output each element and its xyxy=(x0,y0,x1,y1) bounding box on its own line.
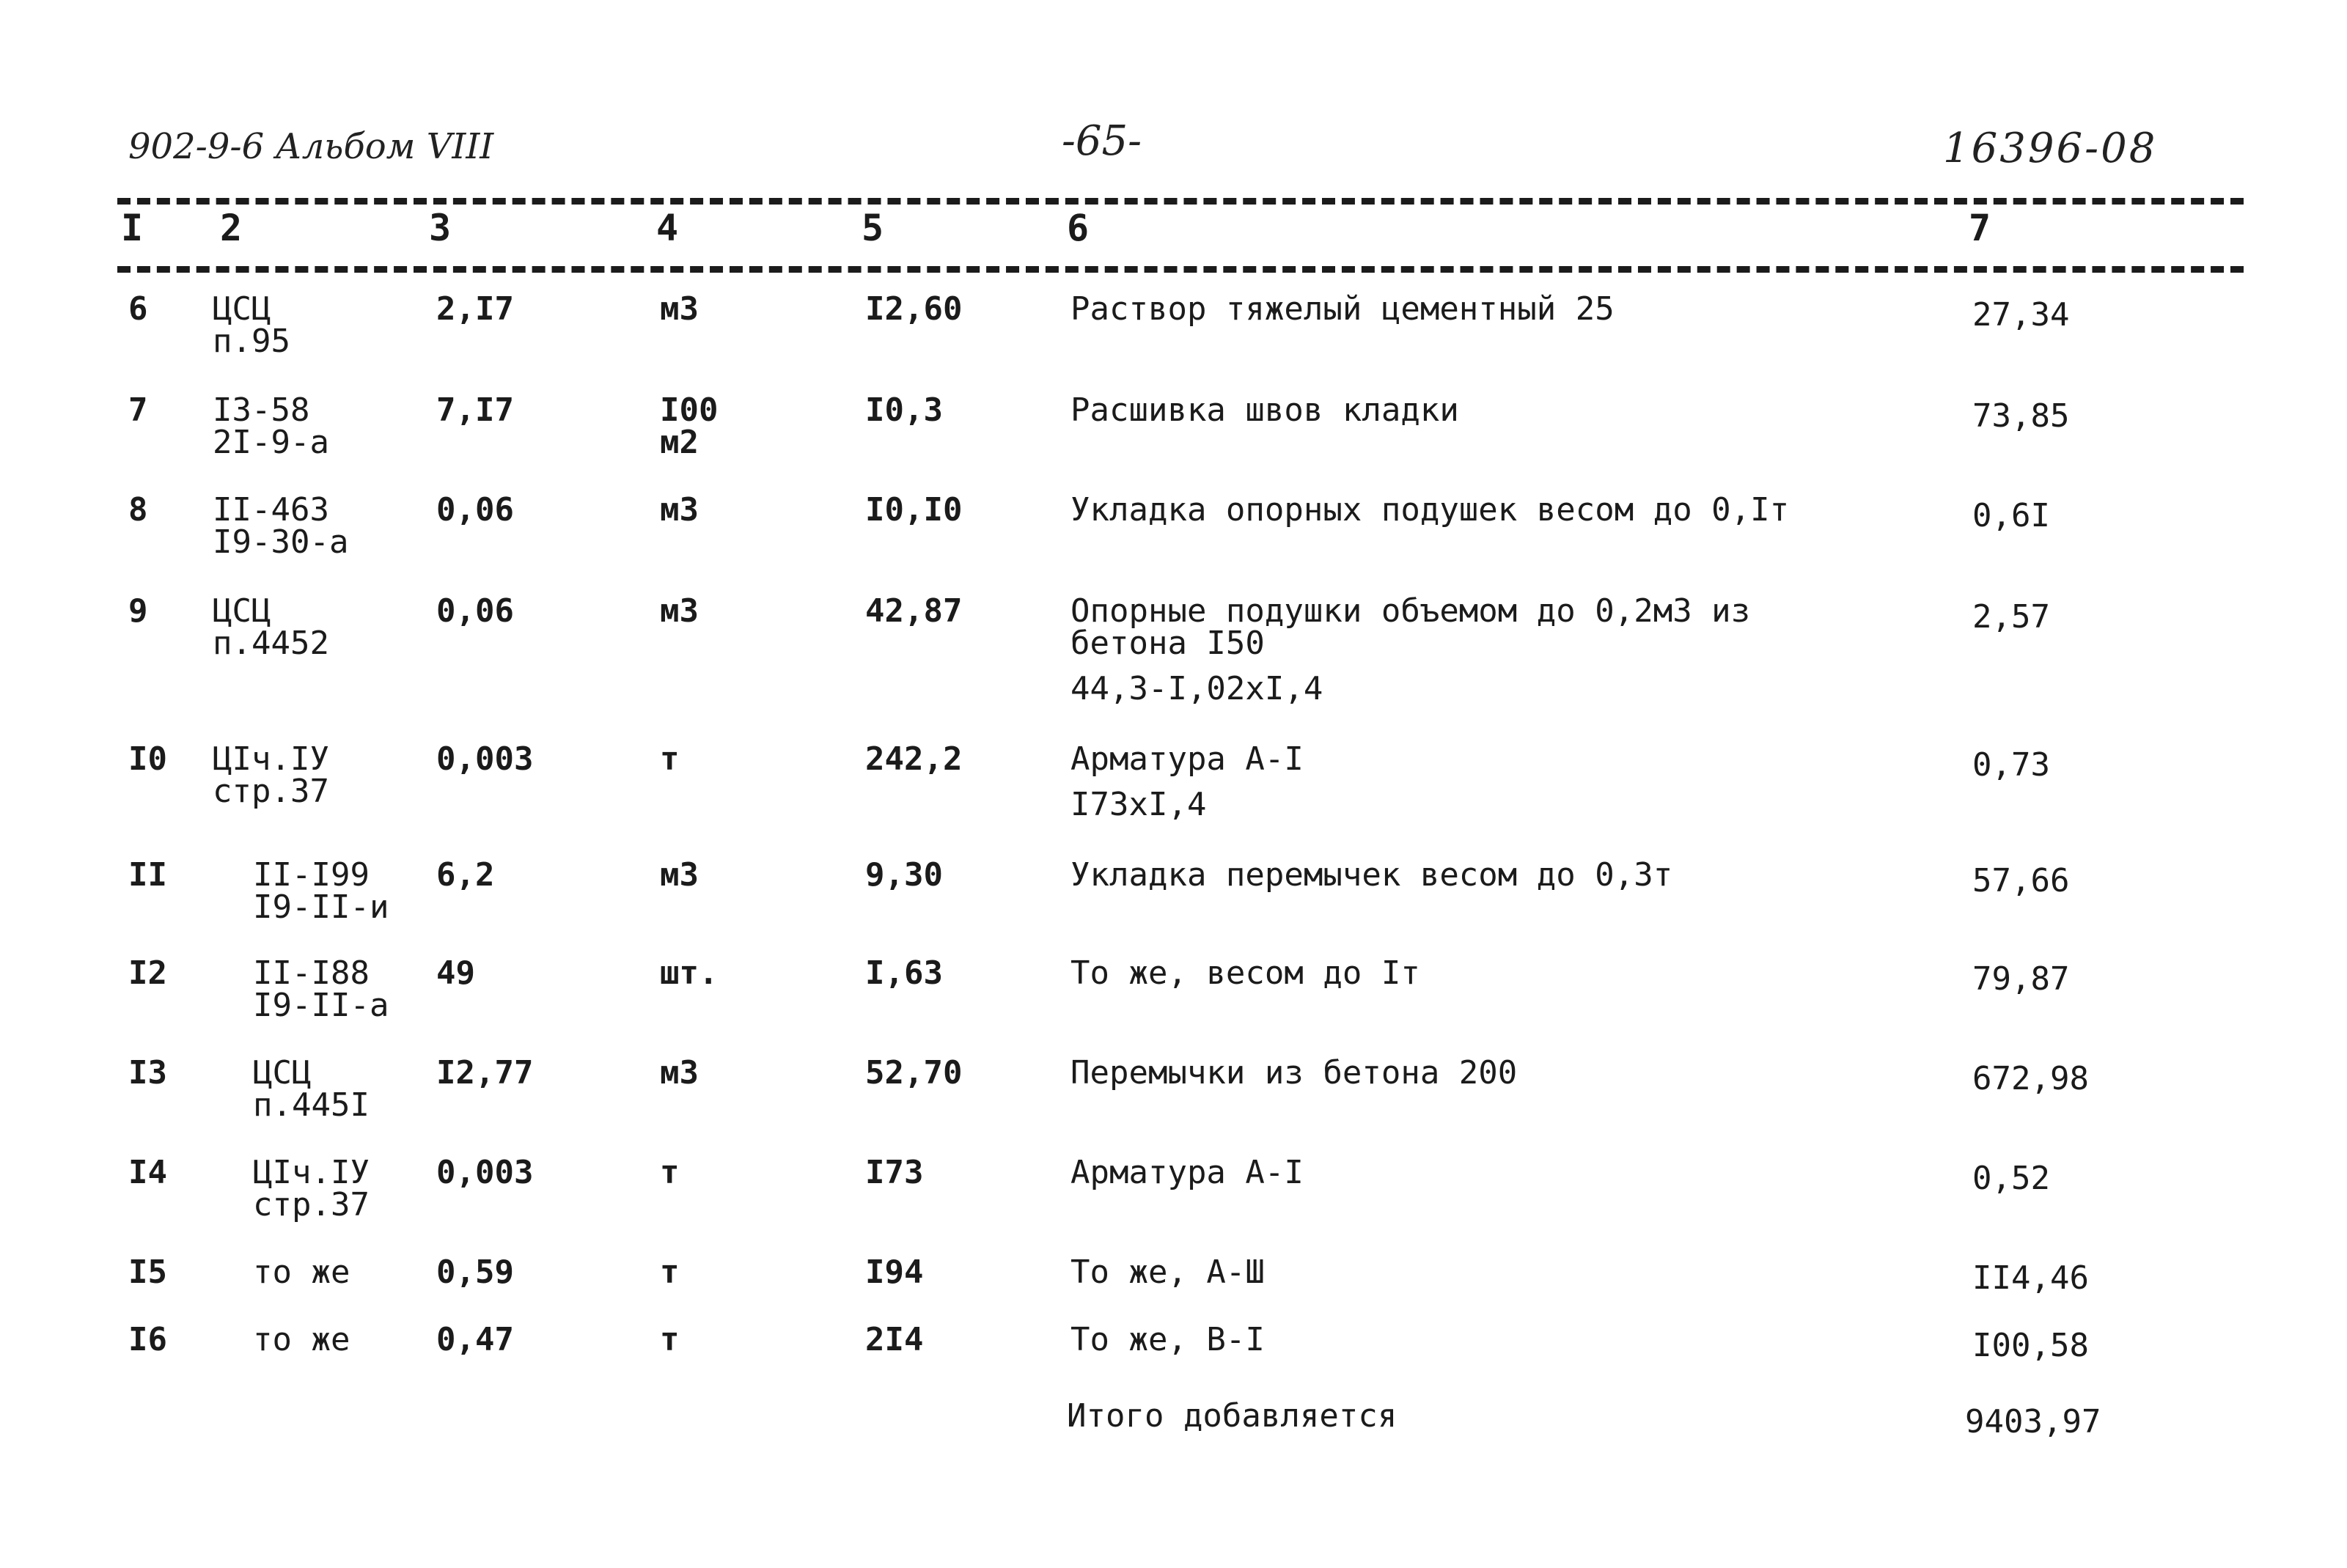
total-cost: 79,87 xyxy=(1972,960,2070,998)
quantity: 0,003 xyxy=(436,740,534,778)
column-header-5: 5 xyxy=(862,207,884,249)
unit: м3 xyxy=(660,856,699,894)
work-description: Укладка перемычек весом до 0,3т xyxy=(1070,856,1673,894)
column-header-6: 6 xyxy=(1067,207,1090,249)
unit: I00 м2 xyxy=(660,391,719,461)
total-cost: 2,57 xyxy=(1972,598,2050,636)
work-description: Расшивка швов кладки xyxy=(1070,391,1459,429)
row-number: I0 xyxy=(128,740,167,778)
row-number: I4 xyxy=(128,1154,167,1191)
rate-code: ЦСЦ п.95 xyxy=(213,290,290,360)
unit: т xyxy=(660,1321,680,1358)
work-description: Укладка опорных подушек весом до 0,Iт xyxy=(1070,491,1790,529)
row-number: 6 xyxy=(128,290,148,328)
total-cost: 73,85 xyxy=(1972,397,2070,435)
rate-code: II-463 I9-30-а xyxy=(213,491,349,561)
unit: шт. xyxy=(660,954,719,992)
work-description: Раствор тяжелый цементный 25 xyxy=(1070,290,1615,328)
rate-code: ЦIч.IУ стр.37 xyxy=(213,740,329,810)
row-number: 7 xyxy=(128,391,148,429)
column-header-1: I xyxy=(121,207,144,249)
rate-code: ЦIч.IУ стр.37 xyxy=(253,1154,370,1223)
column-header-4: 4 xyxy=(656,207,679,249)
total-cost: 0,73 xyxy=(1972,746,2050,784)
quantity: 6,2 xyxy=(436,856,495,894)
document-number: 16396-08 xyxy=(1943,125,2158,172)
row-number: II xyxy=(128,856,167,894)
unit-price: 52,70 xyxy=(865,1054,963,1092)
unit-price: I94 xyxy=(865,1254,924,1291)
unit-price: 242,2 xyxy=(865,740,963,778)
work-description: Арматура А-I xyxy=(1070,1154,1304,1191)
unit-price: I0,3 xyxy=(865,391,943,429)
quantity: 0,06 xyxy=(436,491,514,529)
page-number: -65- xyxy=(1062,117,1142,165)
work-description: То же, А-Ш xyxy=(1070,1254,1265,1291)
rate-code: II-I99 I9-II-и xyxy=(253,856,389,926)
rate-code: II-I88 I9-II-а xyxy=(253,954,389,1024)
rate-code: ЦСЦ п.4452 xyxy=(213,592,329,662)
column-header-2: 2 xyxy=(220,207,243,249)
unit: т xyxy=(660,740,680,778)
total-cost: 57,66 xyxy=(1972,862,2070,899)
work-description: То же, В-I xyxy=(1070,1321,1265,1358)
unit-price: I2,60 xyxy=(865,290,963,328)
row-number: I2 xyxy=(128,954,167,992)
unit: м3 xyxy=(660,1054,699,1092)
header-top-rule xyxy=(117,198,2244,205)
quantity: 7,I7 xyxy=(436,391,514,429)
unit-price: I,63 xyxy=(865,954,943,992)
unit: м3 xyxy=(660,290,699,328)
header-bottom-rule xyxy=(117,266,2244,273)
rate-code: то же xyxy=(253,1254,350,1291)
rate-code: то же xyxy=(253,1321,350,1358)
unit-price: I73 xyxy=(865,1154,924,1191)
quantity: 0,06 xyxy=(436,592,514,630)
summary-total: 9403,97 xyxy=(1965,1403,2101,1440)
total-cost: 672,98 xyxy=(1972,1060,2089,1097)
quantity: 0,003 xyxy=(436,1154,534,1191)
rate-code: I3-58 2I-9-а xyxy=(213,391,329,461)
unit-price: I0,I0 xyxy=(865,491,963,529)
quantity: 49 xyxy=(436,954,475,992)
quantity: 0,59 xyxy=(436,1254,514,1291)
row-number: I5 xyxy=(128,1254,167,1291)
total-cost: II4,46 xyxy=(1972,1259,2089,1297)
row-number: 8 xyxy=(128,491,148,529)
row-number: I3 xyxy=(128,1054,167,1092)
column-header-7: 7 xyxy=(1969,207,1991,249)
work-description: Перемычки из бетона 200 xyxy=(1070,1054,1518,1092)
work-description: То же, весом до Iт xyxy=(1070,954,1420,992)
total-cost: 27,34 xyxy=(1972,296,2070,334)
total-cost: 0,6I xyxy=(1972,497,2050,534)
quantity: 0,47 xyxy=(436,1321,514,1358)
total-cost: I00,58 xyxy=(1972,1327,2089,1364)
rate-code: ЦСЦ п.445I xyxy=(253,1054,370,1124)
unit-price: 2I4 xyxy=(865,1321,924,1358)
quantity: I2,77 xyxy=(436,1054,534,1092)
quantity: 2,I7 xyxy=(436,290,514,328)
row-number: I6 xyxy=(128,1321,167,1358)
row-number: 9 xyxy=(128,592,148,630)
album-reference: 902-9-6 Альбом VIII xyxy=(128,126,494,167)
summary-label: Итого добавляется xyxy=(1067,1397,1397,1435)
unit: т xyxy=(660,1254,680,1291)
work-description: Опорные подушки объемом до 0,2м3 из бетона I50 44,3-I,02xI,4 xyxy=(1070,592,1751,707)
unit-price: 9,30 xyxy=(865,856,943,894)
unit: м3 xyxy=(660,491,699,529)
unit-price: 42,87 xyxy=(865,592,963,630)
total-cost: 0,52 xyxy=(1972,1160,2050,1197)
unit: т xyxy=(660,1154,680,1191)
work-description: Арматура А-I I73xI,4 xyxy=(1070,740,1304,823)
unit: м3 xyxy=(660,592,699,630)
column-header-3: 3 xyxy=(429,207,452,249)
